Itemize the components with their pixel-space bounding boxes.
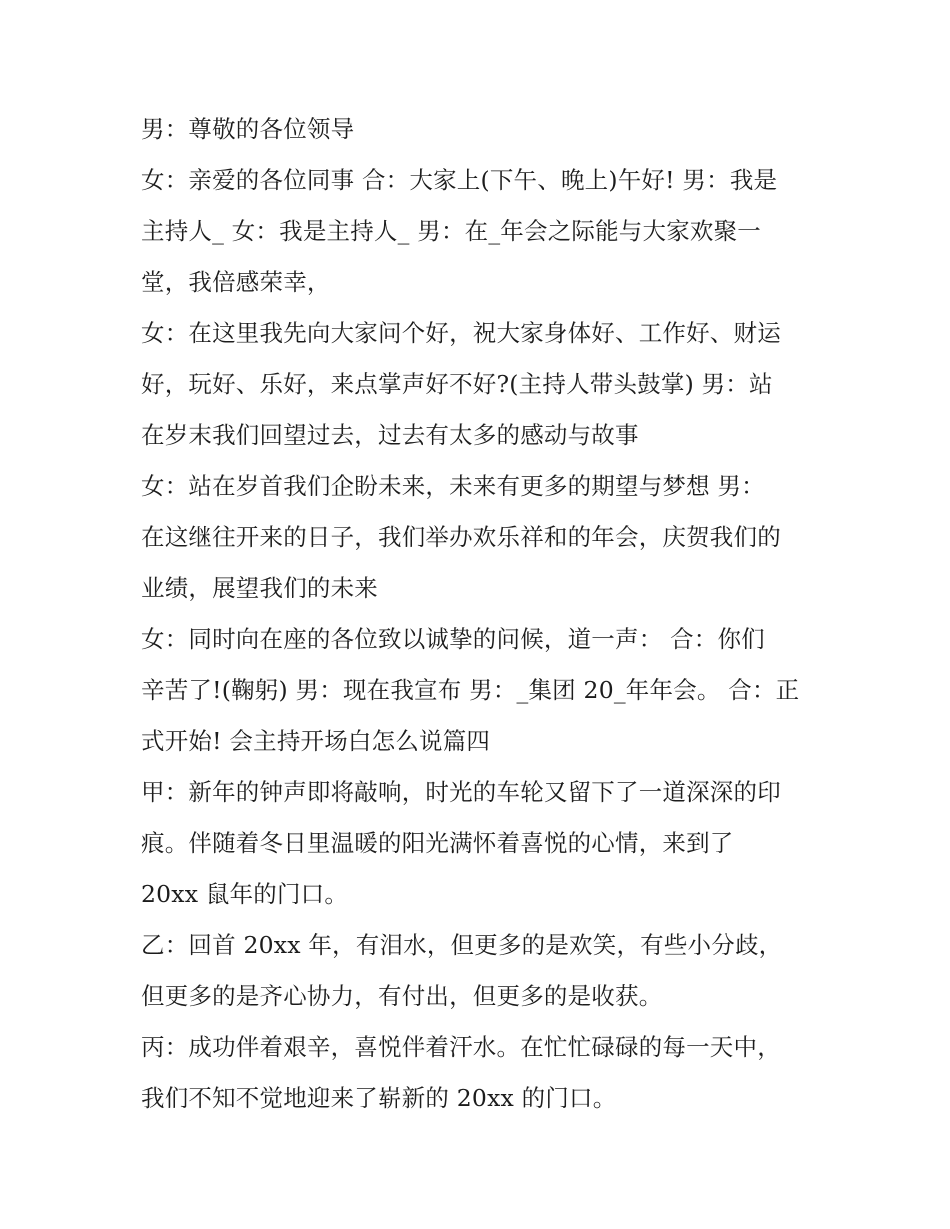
text-line: 痕。伴随着冬日里温暖的阳光满怀着喜悦的心情，来到了 [141,829,734,857]
text-line: 在这继往开来的日子，我们举办欢乐祥和的年会，庆贺我们的 [141,523,781,551]
text-line: 甲：新年的钟声即将敲响，时光的车轮又留下了一道深深的印 [141,778,781,806]
text-line: 但更多的是齐心协力，有付出，但更多的是收获。 [141,982,663,1010]
text-line: 在岁末我们回望过去，过去有太多的感动与故事 [141,421,639,449]
text-line: 式开始! 会主持开场白怎么说篇四 [141,727,491,755]
text-line: 好，玩好、乐好，来点掌声好不好?(主持人带头鼓掌) 男：站 [141,370,773,398]
text-line: 女：站在岁首我们企盼未来，未来有更多的期望与梦想 男： [141,472,765,500]
text-line: 主持人_ 女：我是主持人_ 男：在_年会之际能与大家欢聚一 [141,217,761,245]
text-line: 男：尊敬的各位领导 [141,115,355,143]
document-body [141,109,831,1129]
text-line: 乙：回首 20xx 年，有泪水，但更多的是欢笑，有些小分歧， [141,931,783,959]
text-line: 业绩，展望我们的未来 [141,574,378,602]
text-line: 女：亲爱的各位同事 合：大家上(下午、晚上)午好! 男：我是 [141,166,778,194]
text-line: 我们不知不觉地迎来了崭新的 20xx 的门口。 [141,1084,617,1112]
text-line: 堂，我倍感荣幸， [141,268,331,296]
text-line: 辛苦了!(鞠躬) 男：现在我宣布 男：_集团 20_年年会。 合：正 [141,676,800,704]
text-line: 女：同时向在座的各位致以诚挚的问候，道一声： 合：你们 [141,625,765,653]
text-line: 丙：成功伴着艰辛，喜悦伴着汗水。在忙忙碌碌的每一天中， [141,1033,781,1061]
text-line: 女：在这里我先向大家问个好，祝大家身体好、工作好、财运 [141,319,781,347]
text-line: 20xx 鼠年的门口。 [141,880,349,908]
